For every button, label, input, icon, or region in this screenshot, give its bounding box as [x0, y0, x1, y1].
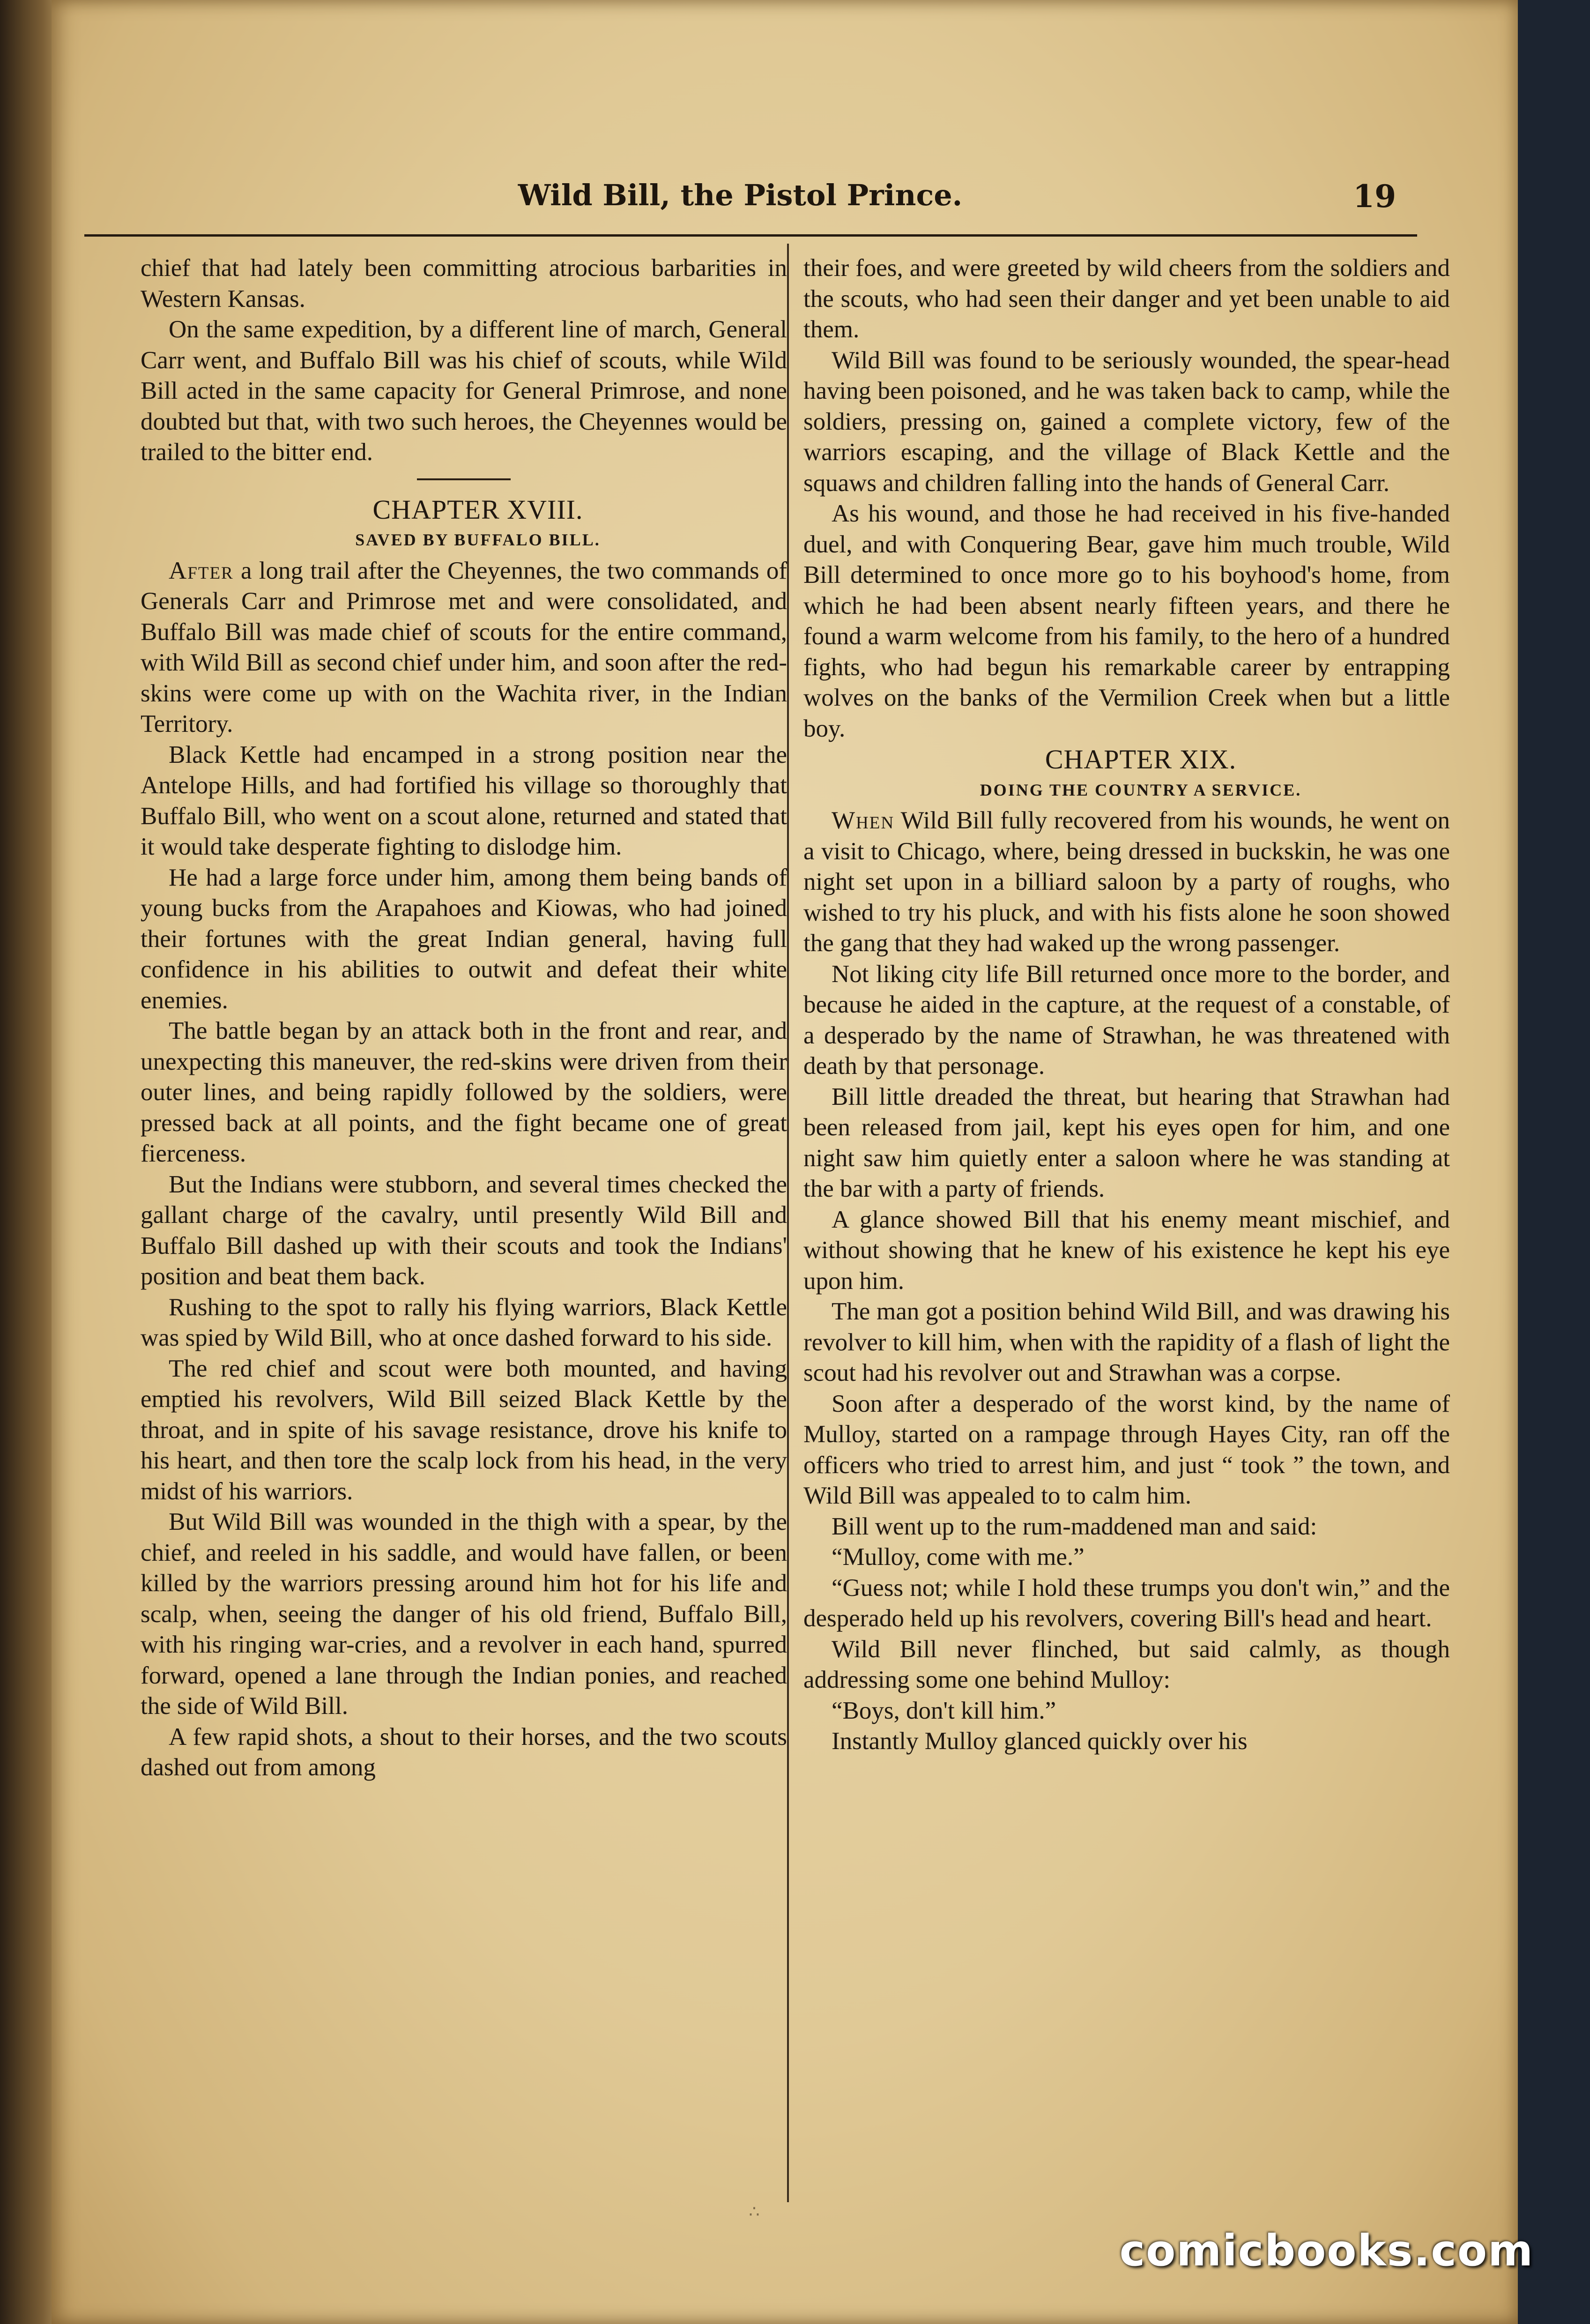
- right-column: [803, 253, 1450, 1757]
- site-watermark: comicbooks.com: [1119, 2226, 1534, 2276]
- paragraph-text: Wild Bill fully recovered from his wounds, he went on a visit to Chicago, where, being dressed in buckskin, he was one night set upon in a billiard saloon by a party of roughs, who wished to try his pluck, and with his fists alone he soon showed the gang that they had waked up the wrong passenger.: [803, 807, 1450, 957]
- paragraph: their foes, and were greeted by wild cheers from the soldiers and the scouts, who had seen their danger and yet been unable to aid them.: [803, 254, 1450, 343]
- paragraph: “Boys, don't kill him.”: [832, 1697, 1056, 1724]
- paragraph: As his wound, and those he had received in his five-handed duel, and with Conquering Bear, gave him much trouble, Wild Bill determined to once more go to his boyhood's home, from which he had been absent nearly fifteen years, and there he found a warm welcome from his family, to the hero of a hundred fights, who had begun his remarkable career by entrapping wolves on the banks of the Vermilion Creek when but a little boy.: [803, 500, 1450, 742]
- left-column: [141, 253, 787, 1783]
- paragraph: Not liking city life Bill returned once more to the border, and because he aided in the capture, at the request of a constable, of a desperado by the name of Strawhan, he was threatened with death by that personage.: [803, 960, 1450, 1080]
- running-title: Wild Bill, the Pistol Prince.: [518, 178, 963, 212]
- paragraph: “Mulloy, come with me.”: [832, 1543, 1085, 1571]
- chapter-subtitle: DOING THE COUNTRY A SERVICE.: [980, 780, 1302, 799]
- paragraph: He had a large force under him, among them being bands of young bucks from the Arapahoes and Kiowas, who had joined their fortunes with the great Indian general, having full confidence in his abilities to outwit and defeat their white enemies.: [141, 864, 787, 1014]
- paragraph: The man got a position behind Wild Bill, and was drawing his revolver to kill him, when with the rapidity of a flash of light the scout had his revolver out and Strawhan was a corpse.: [803, 1298, 1450, 1386]
- paragraph: “Guess not; while I hold these trumps you don't win,” and the desperado held up his revolvers, covering Bill's head and heart.: [803, 1574, 1450, 1632]
- paragraph: Soon after a desperado of the worst kind, by the name of Mulloy, started on a rampage through Hayes City, ran off the officers who tried to arrest him, and just “ took ” the town, and Wild Bill was appealed to to calm him.: [803, 1390, 1450, 1509]
- paragraph: A glance showed Bill that his enemy meant mischief, and without showing that he knew of his existence he kept his eye upon him.: [803, 1206, 1450, 1295]
- paragraph: But Wild Bill was wounded in the thigh with a spear, by the chief, and reeled in his saddle, and would have fallen, or been killed by the warriors pressing around him hot for his life and scalp, when, seeing the danger of his old friend, Buffalo Bill, with his ringing war-cries, and a revolver in each hand, spurred forward, opened a lane through the Indian ponies, and reached the side of Wild Bill.: [141, 1508, 787, 1720]
- paragraph: Instantly Mulloy glanced quickly over his: [832, 1728, 1248, 1755]
- paragraph: [141, 556, 787, 740]
- printer-mark: ∴: [749, 2202, 760, 2221]
- page-number: 19: [1353, 178, 1396, 215]
- chapter-subtitle: SAVED BY BUFFALO BILL.: [355, 530, 601, 549]
- paragraph: chief that had lately been committing atrocious barbarities in Western Kansas.: [141, 254, 787, 313]
- paragraph: The battle began by an attack both in the front and rear, and unexpecting this maneuver, the red-skins were driven from their outer lines, and being rapidly followed by the soldiers, were pressed back at all points, and the fight became one of great fierceness.: [141, 1017, 787, 1167]
- lead-word: After: [169, 557, 234, 584]
- column-divider: [787, 244, 789, 2202]
- paragraph: Wild Bill never flinched, but said calmly, as though addressing some one behind Mulloy:: [803, 1635, 1450, 1693]
- running-header: [84, 178, 1396, 230]
- paragraph: Rushing to the spot to rally his flying warriors, Black Kettle was spied by Wild Bill, who at once dashed forward to his side.: [141, 1293, 787, 1351]
- paragraph: On the same expedition, by a different line of march, General Carr went, and Buffalo Bill was his chief of scouts, while Wild Bill acted in the same capacity for General Primrose, and none doubted but that, with two such heroes, the Cheyennes would be trailed to the bitter end.: [141, 316, 787, 466]
- paragraph: Bill little dreaded the threat, but hearing that Strawhan had been released from jail, kept his eyes open for him, and one night saw him quietly enter a saloon where he was standing at the bar with a party of friends.: [803, 1083, 1450, 1202]
- paragraph: [803, 805, 1450, 959]
- section-rule: [417, 478, 511, 480]
- lead-word: When: [832, 807, 895, 834]
- paragraph: Bill went up to the rum-maddened man and said:: [832, 1512, 1317, 1540]
- header-rule: [84, 234, 1417, 237]
- paragraph: Wild Bill was found to be seriously wounded, the spear-head having been poisoned, and he was taken back to camp, while the soldiers, pressing on, gained a complete victory, few of the warriors escaping, and the village of Black Kettle and the squaws and children falling into the hands of General Carr.: [803, 346, 1450, 497]
- chapter-title: CHAPTER XVIII.: [372, 494, 583, 525]
- paragraph: A few rapid shots, a shout to their horses, and the two scouts dashed out from among: [141, 1723, 787, 1781]
- paragraph: The red chief and scout were both mounted, and having emptied his revolvers, Wild Bill seized Black Kettle by the throat, and in spite of his savage resistance, drove his knife to his heart, and then tore the scalp lock from his head, in the very midst of his warriors.: [141, 1355, 787, 1505]
- paragraph-text: a long trail after the Cheyennes, the two commands of Generals Carr and Primrose met and were consolidated, and Buffalo Bill was made chief of scouts for the entire command, with Wild Bill as second chief under him, and soon after the red-skins were come up with on the Wachita river, in the Indian Territory.: [141, 557, 788, 737]
- paragraph: Black Kettle had encamped in a strong position near the Antelope Hills, and had fortified his village so thoroughly that Buffalo Bill, who went on a scout alone, returned and stated that it would take desperate fighting to dislodge him.: [141, 741, 787, 860]
- chapter-title: CHAPTER XIX.: [1045, 744, 1237, 775]
- paragraph: But the Indians were stubborn, and several times checked the gallant charge of the cavalry, until presently Wild Bill and Buffalo Bill dashed up with their scouts and took the Indians' position and beat them back.: [141, 1170, 787, 1290]
